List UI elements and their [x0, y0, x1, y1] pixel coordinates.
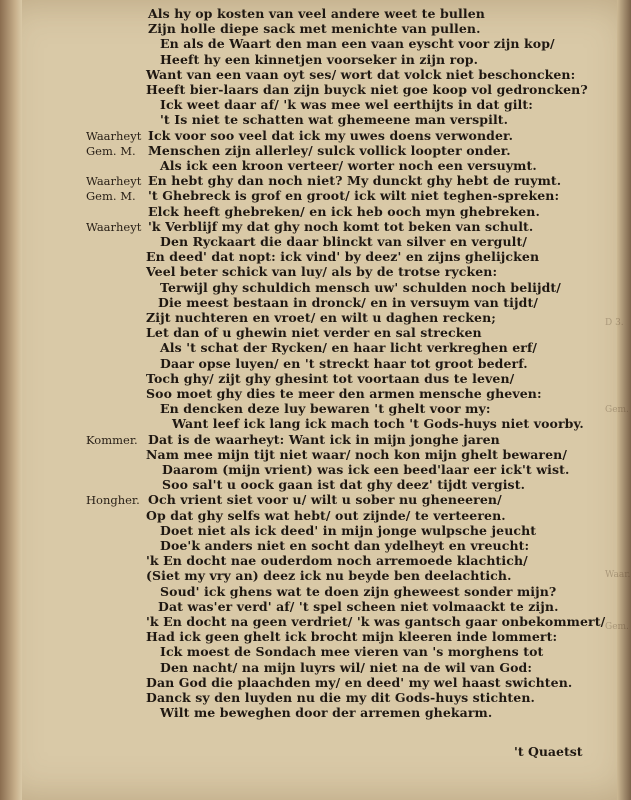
verse-text: En hebt ghy dan noch niet? My dunckt ghy hebt de ruymt.: [148, 173, 562, 189]
verse-text: Let dan of u ghewin niet verder en sal strecken: [146, 325, 482, 341]
speaker-label: Hongher.: [86, 493, 140, 508]
verse-text: Had ick geen ghelt ick brocht mijn kleeren inde lommert:: [146, 629, 558, 645]
verse-line: [0, 675, 631, 691]
verse-line: [0, 705, 631, 721]
verse-line: [0, 553, 631, 569]
verse-text: Doe'k anders niet en socht dan ydelheyt en vreucht:: [160, 538, 530, 553]
verse-line: [0, 538, 631, 554]
verse-line: [0, 36, 631, 52]
verse-line: [0, 188, 631, 204]
verse-line: [0, 264, 631, 280]
verse-line: [0, 386, 631, 402]
verse-line: [0, 614, 631, 630]
verse-line: [0, 295, 631, 311]
verse-line: [0, 112, 631, 128]
verse-line: [0, 128, 631, 144]
verse-text: Soo sal't u oock gaan ist dat ghy deez' tijdt vergist.: [162, 477, 526, 493]
verse-text: Toch ghy/ zijt ghy ghesint tot voortaan dus te leven/: [146, 370, 515, 386]
verse-line: [0, 447, 631, 463]
verse-line: [0, 523, 631, 539]
verse-text: Heeft hy een kinnetjen voorseker in zijn rop.: [160, 51, 479, 67]
verse-text: En dencken deze luy bewaren 't ghelt voor my:: [160, 401, 491, 417]
verse-text: Daarom (mijn vrient) was ick een beed'laar eer ick't wist.: [162, 462, 570, 477]
verse-line: [0, 97, 631, 113]
verse-text: Dat is de waarheyt: Want ick in mijn jonghe jaren: [148, 431, 500, 447]
verse-text: Op dat ghy selfs wat hebt/ out zijnde/ te verteeren.: [146, 507, 506, 523]
verse-text: Als 't schat der Rycken/ en haar licht verkreghen erf/: [160, 340, 538, 356]
verse-text: Soo moet ghy dies te meer den armen mensche gheven:: [146, 386, 542, 401]
speaker-label: Waarheyt: [86, 128, 142, 143]
verse-text: Want van een vaan oyt ses/ wort dat volck niet beschoncken:: [146, 66, 576, 82]
verse-line: [0, 310, 631, 326]
speaker-label: Waarheyt: [86, 174, 142, 189]
verse-line: [0, 401, 631, 417]
show-through-mark: Gem.: [605, 622, 629, 632]
verse-line: [0, 21, 631, 37]
verse-text: Veel beter schick van luy/ als by de trotse rycken:: [146, 264, 498, 280]
verse-line: [0, 143, 631, 159]
verse-text: 'k En docht na geen verdriet/ 'k was gantsch gaar onbekommert/: [146, 614, 606, 629]
verse-line: [0, 6, 631, 22]
verse-text: Terwijl ghy schuldich mensch uw' schulden noch belijdt/: [160, 279, 561, 295]
verse-text: Wilt me beweghen door der arremen ghekarm.: [160, 705, 493, 721]
verse-text: En als de Waart den man een vaan eyscht voor zijn kop/: [160, 36, 555, 52]
verse-line: [0, 568, 631, 584]
verse-line: [0, 204, 631, 220]
verse-text: Elck heeft ghebreken/ en ick heb ooch myn ghebreken.: [148, 203, 540, 219]
speaker-label: Waarheyt: [86, 219, 142, 234]
verse-text: Och vrient siet voor u/ wilt u sober nu gheneeren/: [148, 492, 502, 508]
verse-line: [0, 432, 631, 448]
verse-text: Die meest bestaan in dronck/ en in versuym van tijdt/: [158, 294, 539, 310]
verse-text: Soud' ick ghens wat te doen zijn gheweest sonder mijn?: [160, 583, 557, 599]
verse-line: [0, 508, 631, 524]
verse-text: Zijt nuchteren en vroet/ en wilt u daghen recken;: [146, 310, 496, 325]
verse-text: 't Ghebreck is grof en groot/ ick wilt niet teghen-spreken:: [148, 188, 560, 204]
verse-line: [0, 219, 631, 235]
verse-line: [0, 158, 631, 174]
verse-text: Daar opse luyen/ en 't streckt haar tot groot bederf.: [160, 355, 528, 371]
verse-line: [0, 356, 631, 372]
verse-line: [0, 234, 631, 250]
verse-text: Ick weet daar af/ 'k was mee wel eerthijts in dat gilt:: [160, 97, 533, 113]
verse-text: Nam mee mijn tijt niet waar/ noch kon mijn ghelt bewaren/: [146, 446, 568, 462]
verse-text: Want leef ick lang ick mach toch 't Gods-huys niet voorby.: [172, 416, 584, 432]
verse-text: En deed' dat nopt: ick vind' by deez' en zijns ghelijcken: [146, 249, 540, 265]
verse-text: Als ick een kroon verteer/ worter noch een versuymt.: [160, 158, 537, 173]
verse-text: 'k En docht nae ouderdom noch arremoede klachtich/: [146, 553, 528, 569]
verse-text: Dan God die plaachden my/ en deed' my wel haast swichten.: [146, 674, 573, 690]
verse-text: Ick voor soo veel dat ick my uwes doens verwonder.: [148, 127, 514, 143]
verse-line: [0, 629, 631, 645]
speaker-label: Gem. M.: [86, 189, 136, 204]
verse-text: Den Ryckaart die daar blinckt van silver en vergult/: [160, 234, 528, 249]
verse-text: 't Is niet te schatten wat ghemeene man verspilt.: [160, 112, 509, 128]
verse-text: Menschen zijn allerley/ sulck vollick loopter onder.: [148, 142, 511, 158]
speaker-label: Gem. M.: [86, 143, 136, 158]
show-through-mark: D 3.: [605, 318, 624, 328]
verse-line: [0, 690, 631, 706]
verse-line: [0, 67, 631, 83]
verse-line: [0, 477, 631, 493]
show-through-mark: Waar.: [605, 570, 631, 580]
verse-text: 'k Verblijf my dat ghy noch komt tot beken van schult.: [148, 218, 534, 234]
verse-text: Danck sy den luyden nu die my dit Gods-huys stichten.: [146, 690, 535, 705]
verse-text: Doet niet als ick deed' in mijn jonge wulpsche jeucht: [160, 522, 537, 538]
verse-text: Zijn holle diepe sack met menichte van pullen.: [148, 21, 481, 37]
verse-line: [0, 325, 631, 341]
verse-line: [0, 599, 631, 615]
verse-line: [0, 52, 631, 68]
verse-text: Heeft bier-laars dan zijn buyck niet goe koop vol gedroncken?: [146, 82, 588, 97]
verse-line: [0, 492, 631, 508]
verse-text: Den nacht/ na mijn luyrs wil/ niet na de wil van God:: [160, 659, 533, 675]
speaker-label: Kommer.: [86, 432, 138, 447]
verse-line: [0, 462, 631, 478]
verse-line: [0, 280, 631, 296]
verse-line: [0, 660, 631, 676]
verse-line: [0, 249, 631, 265]
verse-line: [0, 644, 631, 660]
verse-text: Dat was'er verd' af/ 't spel scheen niet volmaackt te zijn.: [158, 598, 559, 614]
show-through-mark: Gem.: [605, 405, 629, 415]
verse-line: [0, 416, 631, 432]
verse-text: Als hy op kosten van veel andere weet te bullen: [148, 6, 485, 21]
verse-line: [0, 584, 631, 600]
verse-line: [0, 173, 631, 189]
verse-line: [0, 82, 631, 98]
verse-text: Ick moest de Sondach mee vieren van 's morghens tot: [160, 644, 544, 660]
verse-line: [0, 371, 631, 387]
catchword: 't Quaetst: [514, 744, 583, 759]
verse-line: [0, 340, 631, 356]
verse-text: (Siet my vry an) deez ick nu beyde ben deelachtich.: [146, 568, 512, 584]
